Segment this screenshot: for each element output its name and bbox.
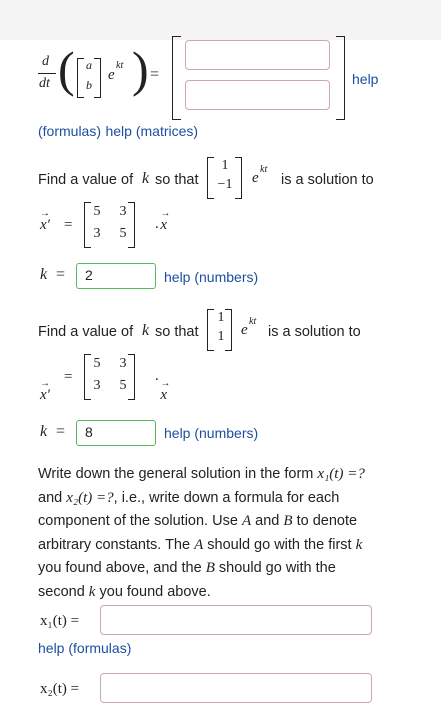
q1-k-input[interactable]: 2: [76, 263, 156, 289]
q2-m12: 3: [119, 356, 127, 371]
general-line-4: [38, 534, 408, 558]
general-instructions: [38, 463, 408, 604]
q2-x: → x: [160, 387, 167, 404]
general-and: and: [38, 489, 63, 506]
right-paren: ): [132, 41, 149, 97]
general-B: B: [283, 513, 293, 529]
q2-vec-bracket-right: [225, 309, 232, 351]
x1-input[interactable]: [100, 605, 372, 635]
q2-exp-kt: kt: [249, 316, 257, 327]
general-x2-placeholder: x₂(t) =?: [66, 489, 114, 506]
answer-bracket-right: [336, 36, 345, 120]
q2-vec-bracket-left: [207, 309, 214, 351]
vec-bracket-right: [94, 58, 101, 98]
x2-label: x₂(t) =: [40, 681, 80, 697]
q1-vec-top: 1: [221, 158, 229, 173]
q2-exp-e: e: [241, 322, 248, 338]
general-line5-text-b: should go with the: [218, 560, 336, 576]
q1-find-text: Find a value of: [38, 172, 134, 188]
q2-help-numbers-link[interactable]: help (numbers): [164, 425, 259, 441]
q1-k-label: k: [40, 266, 48, 283]
q2-m22: 5: [119, 378, 127, 393]
q2-k-input[interactable]: 8: [76, 420, 156, 446]
q2-vec-top: 1: [217, 310, 225, 325]
answer-bracket-left: [172, 36, 181, 120]
help-formulas-link[interactable]: help (formulas): [38, 640, 132, 656]
general-k-2: k: [88, 583, 96, 600]
q1-eq: =: [64, 217, 73, 233]
top-band: [0, 0, 441, 40]
q2-find-text: Find a value of: [38, 324, 134, 340]
formulas-link[interactable]: (formulas): [38, 123, 102, 139]
exp-e: e: [108, 67, 115, 83]
general-second: second: [38, 583, 85, 600]
general-and-2: and: [255, 513, 280, 529]
q1-help-numbers-link[interactable]: help (numbers): [164, 269, 259, 285]
vec-bracket-left: [77, 58, 84, 98]
help-link[interactable]: help: [352, 71, 379, 87]
general-line-1: [38, 463, 408, 487]
general-line2-text: , i.e., write down a formula for each: [113, 489, 340, 506]
q1-period: .: [155, 216, 159, 232]
help-links-row: [38, 123, 198, 141]
general-to-denote: to denote: [296, 513, 358, 529]
q1-m11: 5: [93, 204, 101, 219]
q2-m21: 3: [93, 378, 101, 393]
q2-eq: =: [64, 369, 73, 385]
deriv-denominator: dt: [39, 76, 50, 91]
header-equals: =: [150, 66, 160, 83]
help-matrices-link[interactable]: help (matrices): [105, 123, 199, 139]
general-line3-text: component of the solution. Use: [38, 513, 238, 529]
answer-box-top[interactable]: [185, 40, 330, 70]
q1-m21: 3: [93, 226, 101, 241]
q2-k: k: [142, 322, 150, 339]
general-x1-placeholder: x₁(t) =?: [317, 466, 365, 482]
q1-exp-e: e: [252, 170, 259, 186]
q1-x: → x: [160, 217, 167, 234]
general-A: A: [241, 513, 252, 529]
q1-m12: 3: [119, 204, 127, 219]
general-line5-text: you found above, and the: [38, 560, 202, 576]
deriv-fraction-bar: [38, 73, 56, 74]
general-line1-text: Write down the general solution in the form: [38, 466, 314, 482]
general-line-5: [38, 557, 408, 581]
q2-xprime: → x′: [40, 387, 50, 404]
q2-mat-bracket-right: [128, 354, 135, 400]
vec-a: a: [86, 58, 92, 72]
general-k-1: k: [355, 536, 363, 553]
left-paren: (: [58, 41, 75, 97]
general-line-3: [38, 510, 408, 534]
general-line6-text: you found above.: [99, 583, 211, 600]
q1-is-solution: is a solution to: [281, 172, 374, 188]
deriv-numerator: d: [42, 54, 49, 69]
q2-m11: 5: [93, 356, 101, 371]
q1-m22: 5: [119, 226, 127, 241]
q1-k-eq: =: [56, 266, 66, 283]
vec-b: b: [86, 78, 92, 92]
q1-so-that: so that: [155, 172, 199, 188]
general-line-6: [38, 581, 408, 605]
q1-vec-bracket-left: [207, 157, 214, 199]
general-line4-text-b: should go with the first: [207, 536, 352, 553]
answer-box-bottom[interactable]: [185, 80, 330, 110]
q2-k-eq: =: [56, 423, 66, 440]
q2-vec-bottom: 1: [217, 329, 225, 344]
q1-mat-bracket-right: [128, 202, 135, 248]
q2-k-label: k: [40, 423, 48, 440]
q1-k: k: [142, 170, 150, 187]
exp-kt: kt: [116, 60, 124, 71]
q1-vec-bottom: −1: [217, 177, 233, 192]
general-line-2: [38, 487, 408, 511]
general-B-2: B: [205, 560, 215, 576]
q1-vec-bracket-right: [235, 157, 242, 199]
q2-period: .: [155, 368, 159, 384]
general-line4-text: arbitrary constants. The: [38, 536, 191, 553]
q2-so-that: so that: [155, 324, 199, 340]
q2-is-solution: is a solution to: [268, 324, 361, 340]
x2-input[interactable]: [100, 673, 372, 703]
x1-label: x₁(t) =: [40, 613, 80, 629]
q1-exp-kt: kt: [260, 164, 268, 175]
general-A-2: A: [194, 536, 204, 553]
q1-xprime: → x′: [40, 217, 50, 234]
